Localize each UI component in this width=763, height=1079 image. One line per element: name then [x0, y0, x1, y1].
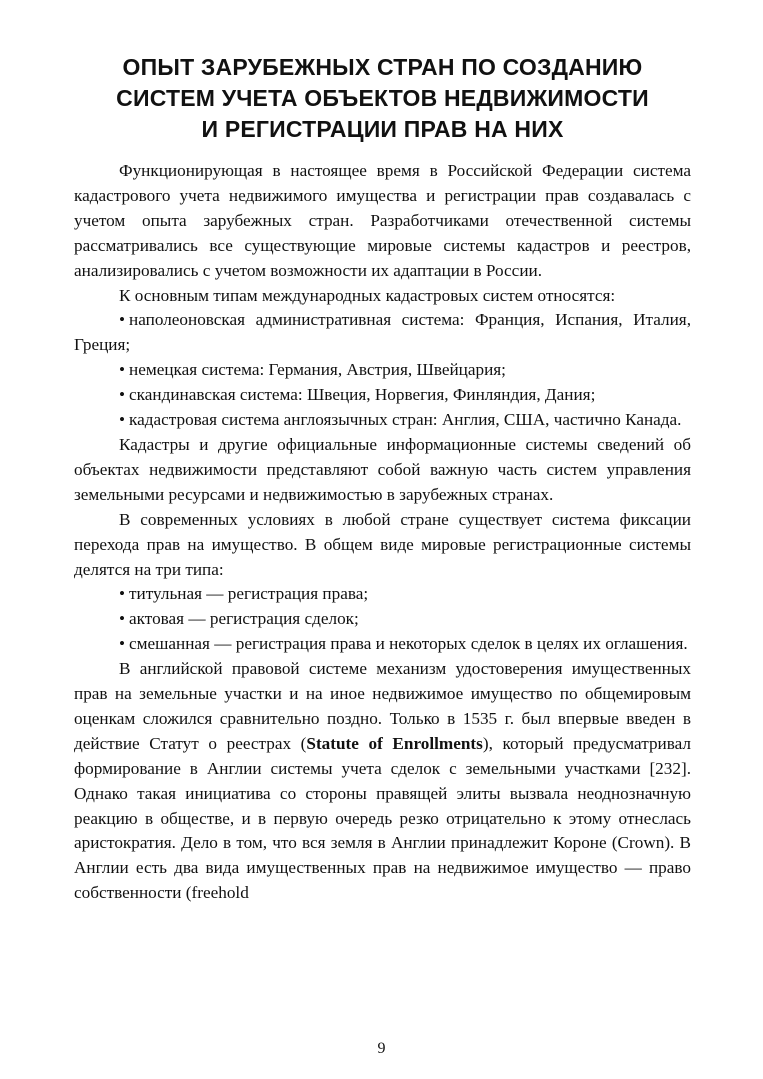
- bullet-icon: •: [119, 410, 126, 430]
- bullet-text: актовая — регистрация сделок;: [129, 609, 359, 629]
- bold-term: Statute of Enrollments: [306, 733, 483, 753]
- bullet-icon: •: [119, 310, 126, 330]
- bullet-item: [74, 408, 691, 433]
- bullet-icon: •: [119, 584, 126, 604]
- bullet-icon: •: [119, 360, 126, 380]
- bullet-item: [74, 582, 691, 607]
- bullet-item: [74, 383, 691, 408]
- title-line: ОПЫТ ЗАРУБЕЖНЫХ СТРАН ПО СОЗДАНИЮ: [122, 54, 643, 80]
- page-title: [74, 52, 691, 145]
- bullet-text: немецкая система: Германия, Австрия, Швейцария;: [129, 360, 506, 380]
- bullet-item: [74, 632, 691, 657]
- paragraph-text: ), который предусматривал формирование в Англии системы учета сделок с земельными участками [232]. Однако такая инициатива со стороны правящей элиты вызвала неоднозначную реакцию в обществе, и в первую очередь резко отрицательно к этому отнеслась аристократия. Дело в том, что вся земля в Англии принадлежит Короне (Crown). В Англии есть два вида имущественных прав на недвижимое имущество — право собственности (freehold: [74, 733, 692, 903]
- title-line: И РЕГИСТРАЦИИ ПРАВ НА НИХ: [201, 116, 564, 142]
- bullet-icon: •: [119, 609, 126, 629]
- bullet-text: наполеоновская административная система: Франция, Испания, Италия, Греция;: [74, 310, 691, 355]
- bullet-item: [74, 308, 691, 358]
- paragraph: Функционирующая в настоящее время в Российской Федерации система кадастрового учета недвижимого имущества и регистрации прав создавалась с учетом опыта зарубежных стран. Разработчиками отечественной системы рассматривались все существующие мировые системы кадастров и реестров, анализировались с учетом возможности их адаптации в России.: [74, 161, 691, 280]
- body-text: [74, 159, 691, 906]
- paragraph: К основным типам международных кадастровых систем относятся:: [119, 285, 616, 305]
- paragraph: [74, 657, 691, 906]
- bullet-text: смешанная — регистрация права и некоторых сделок в целях их оглашения.: [129, 634, 688, 654]
- paragraph: В современных условиях в любой стране существует система фиксации перехода прав на имущество. В общем виде мировые регистрационные системы делятся на три типа:: [74, 509, 691, 579]
- bullet-icon: •: [119, 634, 126, 654]
- bullet-text: кадастровая система англоязычных стран: Англия, США, частично Канада.: [129, 410, 682, 430]
- bullet-icon: •: [119, 385, 126, 405]
- page-number: 9: [377, 1040, 386, 1057]
- paragraph: Кадастры и другие официальные информационные системы сведений об объектах недвижимости представляют собой важную часть систем управления земельными ресурсами и недвижимостью в зарубежных странах.: [74, 434, 691, 504]
- bullet-text: скандинавская система: Швеция, Норвегия, Финляндия, Дания;: [129, 385, 596, 405]
- bullet-item: [74, 358, 691, 383]
- title-line: СИСТЕМ УЧЕТА ОБЪЕКТОВ НЕДВИЖИМОСТИ: [116, 85, 649, 111]
- bullet-text: титульная — регистрация права;: [129, 584, 369, 604]
- paragraph-text: В английской правовой системе механизм удостоверения имущественных прав на земельные участки и на иное недвижимое имущество по общемировым оценкам сложился сравнительно поздно. Только в 1535 г. был впервые введен в действие Статут о реестрах (: [74, 659, 691, 753]
- bullet-item: [74, 607, 691, 632]
